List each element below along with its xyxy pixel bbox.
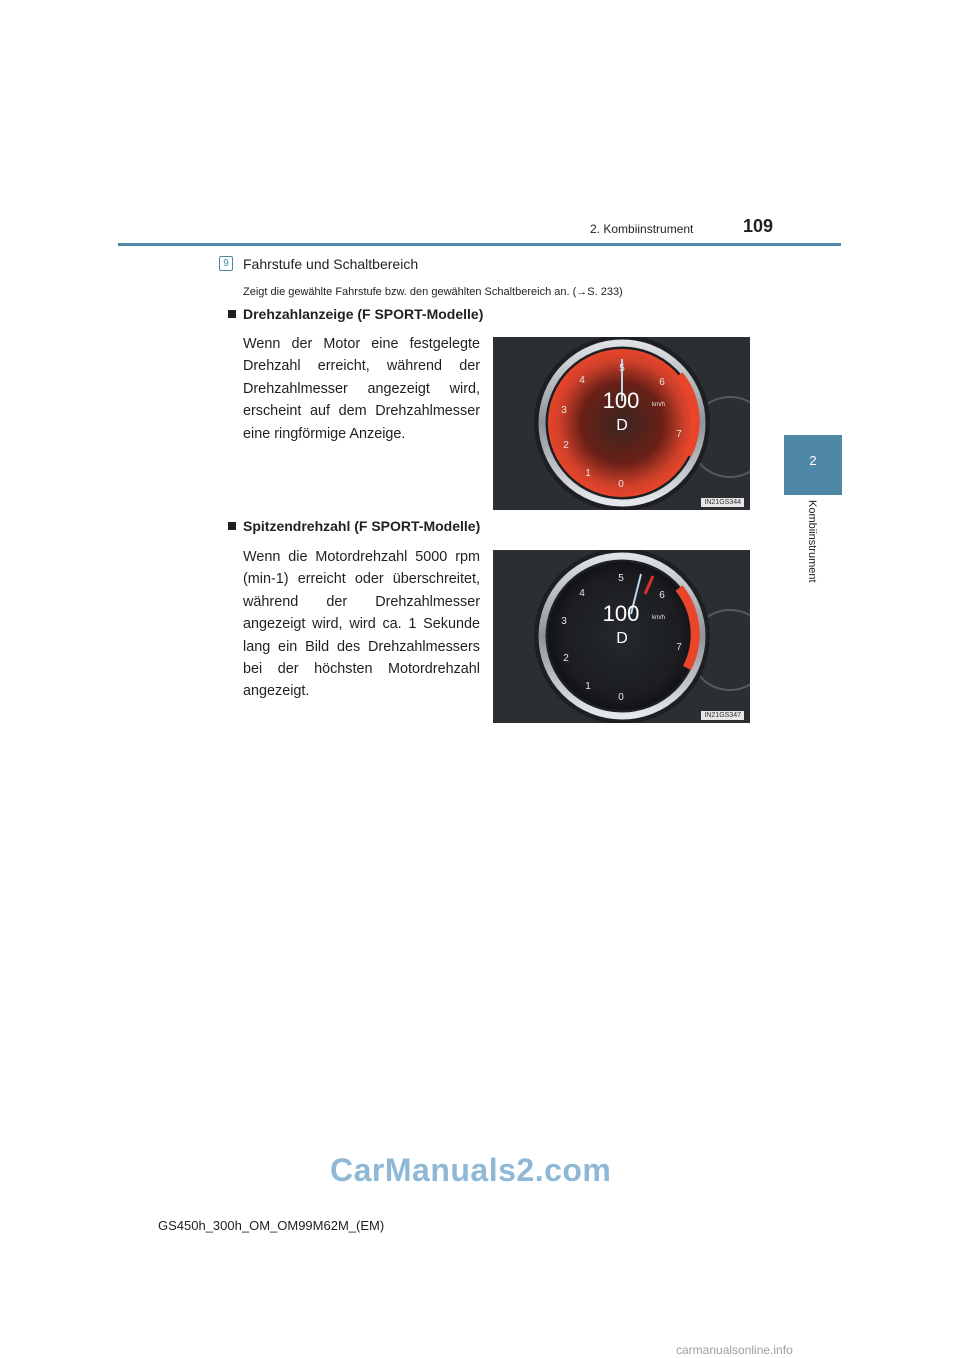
item-title: Fahrstufe und Schaltbereich — [243, 256, 419, 272]
tick-label-6: 6 — [659, 377, 665, 388]
tick-label-2: 2 — [563, 440, 569, 451]
speed-readout: 100 — [602, 601, 640, 626]
square-bullet-icon — [228, 522, 236, 530]
item-description: Zeigt die gewählte Fahrstufe bzw. den gewählten Schaltbereich an. (→S. 233) — [243, 286, 623, 298]
tick-label-7: 7 — [676, 429, 682, 440]
tick-label-5: 5 — [618, 573, 624, 584]
tachometer-illustration-2 — [493, 550, 750, 723]
page-number: 109 — [743, 216, 774, 236]
chapter-tab[interactable]: 2 — [784, 435, 842, 495]
footer-code: GS450h_300h_OM_OM99M62M_(EM) — [158, 1218, 385, 1233]
tick-label-4: 4 — [579, 588, 585, 599]
tick-label-3: 3 — [561, 616, 567, 627]
watermark-url[interactable]: carmanualsonline.info — [676, 1343, 793, 1357]
chapter-label-text: Kombiinstrument — [806, 500, 818, 583]
section-heading-rpm-display — [228, 306, 483, 322]
tick-label-5: 5 — [619, 363, 625, 374]
figure-code: IN21GS347 — [701, 711, 744, 720]
watermark-logo[interactable]: CarManuals2.com — [330, 1152, 612, 1188]
speed-unit: km/h — [652, 402, 666, 408]
chapter-label — [800, 500, 820, 610]
tachometer-figure-2 — [493, 550, 750, 723]
section-heading-text: Spitzendrehzahl (F SPORT-Modelle) — [243, 518, 481, 534]
item-number-badge: 9 — [219, 256, 233, 271]
section-heading-peak-rpm — [228, 518, 480, 534]
tachometer-figure-1 — [493, 337, 750, 510]
section-body-peak-rpm: Wenn die Motordrehzahl 5000 rpm (min-1) erreicht oder überschreitet, während der Drehzahlmesser angezeigt wird, wird ca. 1 Sekunde lang ein Bild des Drehzahlmessers bei der höchsten Motordrehzahl angezeigt. — [243, 549, 480, 700]
section-body-rpm-display: Wenn der Motor eine festgelegte Drehzahl erreicht, während der Drehzahlmesser angezeigt wird, erscheint auf dem Drehzahlmesser eine ringförmige Anzeige. — [243, 336, 480, 442]
tick-label-4: 4 — [579, 375, 585, 386]
tick-label-6: 6 — [659, 590, 665, 601]
section-title: 2. Kombiinstrument — [590, 222, 694, 236]
figure-code: IN21GS344 — [701, 498, 744, 507]
header-rule — [118, 243, 841, 246]
gear-indicator: D — [616, 630, 628, 647]
tachometer-illustration-1 — [493, 337, 750, 510]
speed-unit: km/h — [652, 615, 666, 621]
tick-label-0: 0 — [618, 692, 624, 703]
square-bullet-icon — [228, 310, 236, 318]
tick-label-2: 2 — [563, 653, 569, 664]
tick-label-7: 7 — [676, 642, 682, 653]
tick-label-1: 1 — [585, 681, 591, 692]
tick-label-0: 0 — [618, 479, 624, 490]
tick-label-3: 3 — [561, 405, 567, 416]
speed-readout: 100 — [602, 388, 640, 413]
gear-indicator: D — [616, 417, 628, 434]
tick-label-1: 1 — [585, 468, 591, 479]
section-heading-text: Drehzahlanzeige (F SPORT-Modelle) — [243, 306, 484, 322]
